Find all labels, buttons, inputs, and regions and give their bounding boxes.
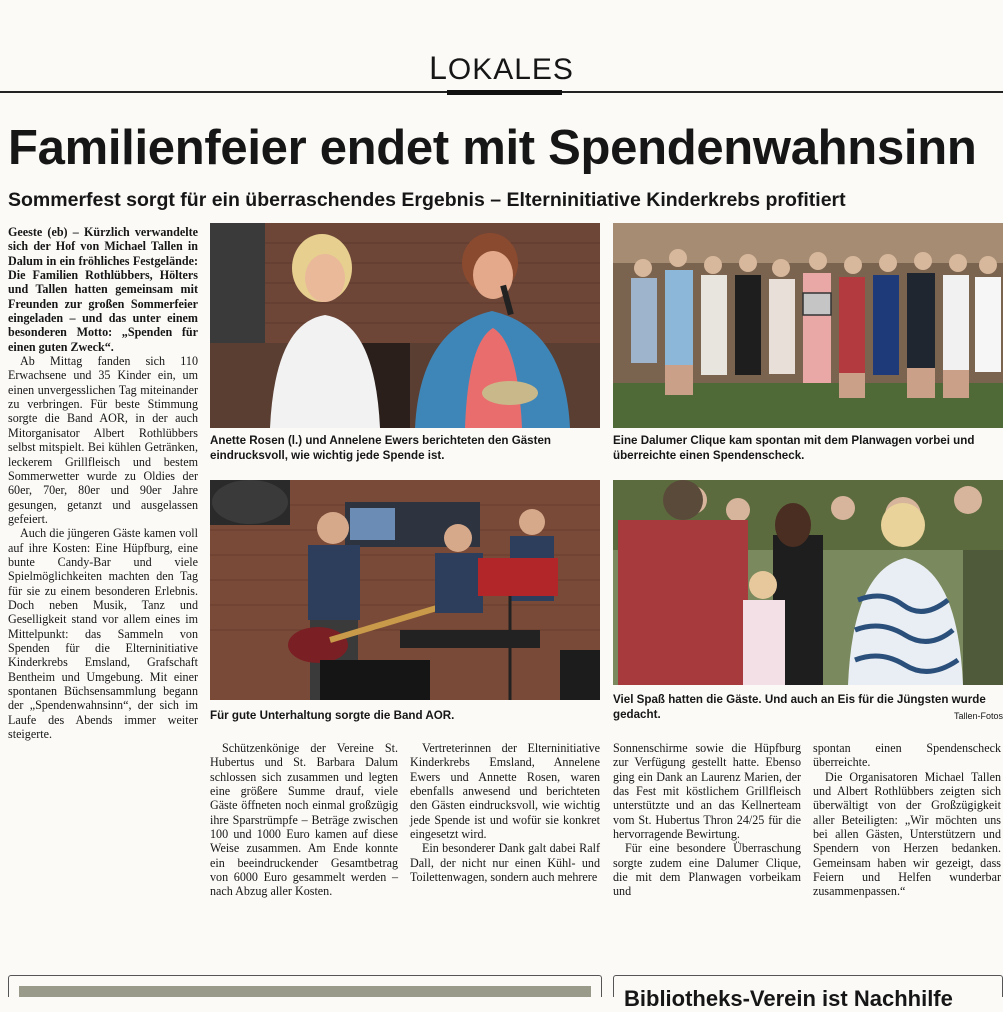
photo-credit: Tallen-Fotos [953, 711, 1003, 721]
text-column-5 [813, 741, 1001, 955]
photo-group-image [613, 223, 1003, 428]
photo-caption-4: Viel Spaß hatten die Gäste. Und auch an Eis für die Jüngsten wurde gedacht. [613, 693, 986, 721]
body-paragraph: Vertreterinnen der Elterninitiative Kinderkrebs Emsland, Annelene Ewers und Annette Rosen, waren ebenfalls anwesend und berichteten den Gästen eindrucksvoll, wie wichtig jede Spende ist und wofür sie konkret eingesetzt wird. [410, 741, 600, 842]
text-column-4 [613, 741, 801, 955]
photo-band-image [210, 480, 600, 700]
next-article-photo [19, 986, 591, 997]
photo-guests-image [613, 480, 1003, 685]
photo-caption-2: Eine Dalumer Clique kam spontan mit dem Planwagen vorbei und überreichte einen Spendenscheck. [613, 434, 975, 462]
photo-caption-3: Für gute Unterhaltung sorgte die Band AOR. [210, 709, 455, 722]
body-paragraph: Auch die jüngeren Gäste kamen voll auf ihre Kosten: Eine Hüpfburg, eine bunte Candy-Bar und viele Spielmöglichkeiten machten den Tag für sie zu einem besonderen Erlebnis. Doch neben Musik, Tanz und Geselligkeit stand vor allem eines im Mittelpunkt: das Sammeln von Spenden für die Elterninitiative Kinderkrebs Emsland, Grafschaft Bentheim und Umgebung. Mit einer spontanen Büchsensammlung begann der „Spendenwahnsinn“, der sich im Laufe des Abends immer weiter steigerte. [8, 526, 198, 742]
next-article-box-left [8, 975, 602, 997]
lead-paragraph: Geeste (eb) – Kürzlich verwandelte sich der Hof von Michael Tallen in Dalum in ein fröhliches Festgelände: Die Familien Rothlübbers, Hölters und Tallen hatten gemeinsam mit Freunden zur großen Sommerfeier eingeladen – und das unter einem besonderen Motto: „Spenden für einen guten Zweck“. [8, 225, 198, 354]
photo-speakers [210, 223, 600, 428]
next-article-title: Bibliotheks-Verein ist Nachhilfe [624, 986, 953, 1011]
body-paragraph: Die Organisatoren Michael Tallen und Albert Rothlübbers zeigten sich überwältigt von der Großzügigkeit aller Beteiligten: „Wir möchten uns bei allen Gästen, Unterstützern und Spendern von Herzen bedanken. Gemeinsam haben wir gezeigt, dass Feiern und Helfen wunderbar zusammenpassen.“ [813, 769, 1001, 899]
text-column-1 [8, 225, 198, 955]
body-paragraph: Sonnenschirme sowie die Hüpfburg zur Verfügung gestellt hatte. Ebenso ging ein Dank an Laurenz Marien, der das Fest mit köstlichem Grillfleisch unterstützte und an das Kellnerteam vom St. Hubertus Thron 24/25 für die hervorragende Bewirtung. [613, 741, 801, 842]
photo-caption-1: Anette Rosen (l.) und Annelene Ewers berichteten den Gästen eindrucksvoll, wie wichtig jede Spende ist. [210, 434, 552, 462]
section-label: LOKALES [429, 50, 574, 86]
body-paragraph: Ein besonderer Dank galt dabei Ralf Dall, der nicht nur einen Kühl- und Toilettenwagen, sondern auch mehrere [410, 841, 600, 885]
body-paragraph: Für eine besondere Überraschung sorgte zudem eine Dalumer Clique, die mit dem Planwagen vorbeikam und [613, 841, 801, 899]
body-paragraph: spontan einen Spendenscheck überreichte. [813, 741, 1001, 770]
article-headline: Familienfeier endet mit Spendenwahnsinn [8, 121, 977, 175]
text-column-2 [210, 741, 398, 955]
photo-guests [613, 480, 1003, 685]
body-paragraph: Ab Mittag fanden sich 110 Erwachsene und 35 Kinder ein, um einen unvergesslichen Tag miteinander zu verbringen. Für beste Stimmung sorgte die Band AOR, in der auch Mitorganisator Albert Rothlübbers selbst mitspielt. Bei kühlen Getränken, leckerem Grillfleisch und bestem Sommerwetter wurde zu Oldies der 60er, 70er, 80er und 90er Jahre gesungen, getanzt und ausgelassen gefeiert. [8, 354, 198, 526]
photo-band [210, 480, 600, 700]
next-article-box-right [613, 975, 1003, 1011]
section-rule-accent [447, 90, 562, 95]
article-subheadline: Sommerfest sorgt für ein überraschendes Ergebnis – Elterninitiative Kinderkrebs profitiert [8, 189, 846, 211]
text-column-3 [410, 741, 600, 955]
photo-group-cheque [613, 223, 1003, 428]
body-paragraph: Schützenkönige der Vereine St. Hubertus und St. Barbara Dalum schlossen sich zusammen und legten eine größere Summe drauf, viele Gäste öffneten noch einmal großzügig ihre Sparstrümpfe – Beträge zwischen 100 und 1000 Euro kamen auf diese Weise zusammen. Am Ende konnte ein beeindruckender Gesamtbetrag von 6000 Euro gesammelt werden – nach Abzug aller Kosten. [210, 741, 398, 899]
photo-speakers-image [210, 223, 600, 428]
